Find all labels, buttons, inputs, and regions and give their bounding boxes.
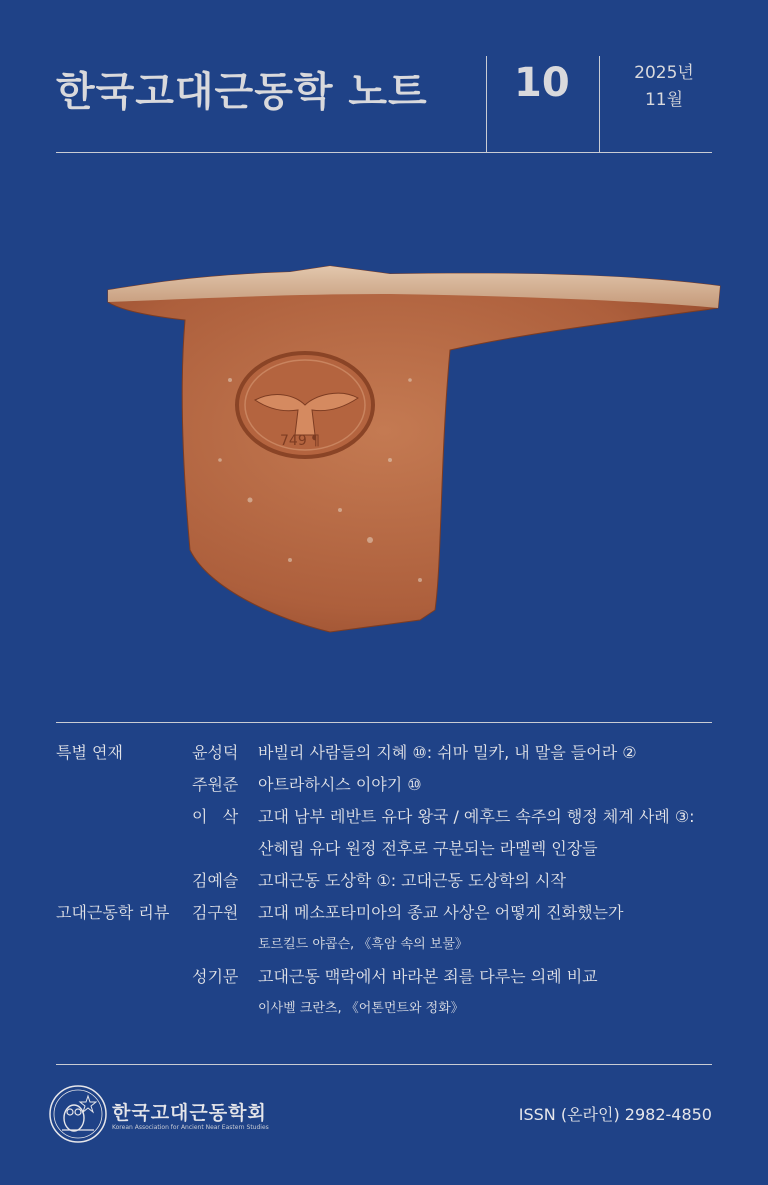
toc-row[interactable] <box>56 966 712 998</box>
toc-row[interactable] <box>56 870 712 902</box>
toc-row[interactable] <box>56 742 712 774</box>
toc-title: 고대 메소포타미아의 종교 사상은 어떻게 진화했는가 <box>258 903 624 922</box>
masthead <box>56 52 712 152</box>
toc-category: 고대근동학 리뷰 <box>56 903 170 922</box>
header-rule <box>56 152 712 153</box>
pottery-handle-image <box>90 260 730 640</box>
toc-author: 김구원 <box>192 903 239 922</box>
divider <box>599 56 600 152</box>
toc-title: 고대근동 도상학 ①: 고대근동 도상학의 시작 <box>258 871 566 890</box>
toc-category: 특별 연재 <box>56 743 123 762</box>
toc-row[interactable] <box>56 806 712 838</box>
toc-row[interactable] <box>56 902 712 934</box>
issue-number: 10 <box>514 60 570 106</box>
issue-year: 2025년 <box>634 63 694 83</box>
toc-subtitle: 이사벨 크란츠, 《어톤먼트와 정화》 <box>258 1001 464 1016</box>
svg-text:749 ¶: 749 ¶ <box>280 433 321 449</box>
toc-author: 성기문 <box>192 967 239 986</box>
toc-author: 주원준 <box>192 775 239 794</box>
toc-title: 고대근동 맥락에서 바라본 죄를 다루는 의례 비교 <box>258 967 598 986</box>
issue-date <box>616 60 712 114</box>
toc-row[interactable] <box>56 838 712 870</box>
organization-name: 한국고대근동학회 <box>112 1102 267 1124</box>
toc-row[interactable] <box>56 998 712 1030</box>
toc-bottom-rule <box>56 1064 712 1065</box>
toc-row[interactable] <box>56 774 712 806</box>
footer <box>48 1084 712 1144</box>
toc-author: 김예슬 <box>192 871 239 890</box>
journal-title: 한국고대근동학 노트 <box>56 69 428 115</box>
toc-top-rule <box>56 722 712 723</box>
seal-impression-icon <box>237 353 373 457</box>
toc-title: 바빌리 사람들의 지혜 ⑩: 쉬마 밀카, 내 말을 들어라 ② <box>258 743 637 762</box>
toc-subtitle: 토르킬드 야콥슨, 《흑암 속의 보물》 <box>258 937 468 952</box>
toc-row[interactable] <box>56 934 712 966</box>
issue-month: 11월 <box>644 90 684 110</box>
toc-title: 산헤립 유다 원정 전후로 구분되는 라멜렉 인장들 <box>258 839 598 858</box>
issn-number: ISSN (온라인) 2982-4850 <box>518 1105 712 1124</box>
toc-author: 윤성덕 <box>192 743 239 762</box>
toc-title: 고대 남부 레반트 유다 왕국 / 예후드 속주의 행정 체계 사례 ③: <box>258 807 695 826</box>
organization-name-en: Korean Association for Ancient Near Eastern Studies <box>112 1124 269 1131</box>
toc-author: 이 삭 <box>192 807 239 826</box>
toc-title: 아트라하시스 이야기 ⑩ <box>258 775 422 794</box>
divider <box>486 56 487 152</box>
owl-logo-icon <box>48 1084 108 1144</box>
table-of-contents <box>56 742 712 1030</box>
